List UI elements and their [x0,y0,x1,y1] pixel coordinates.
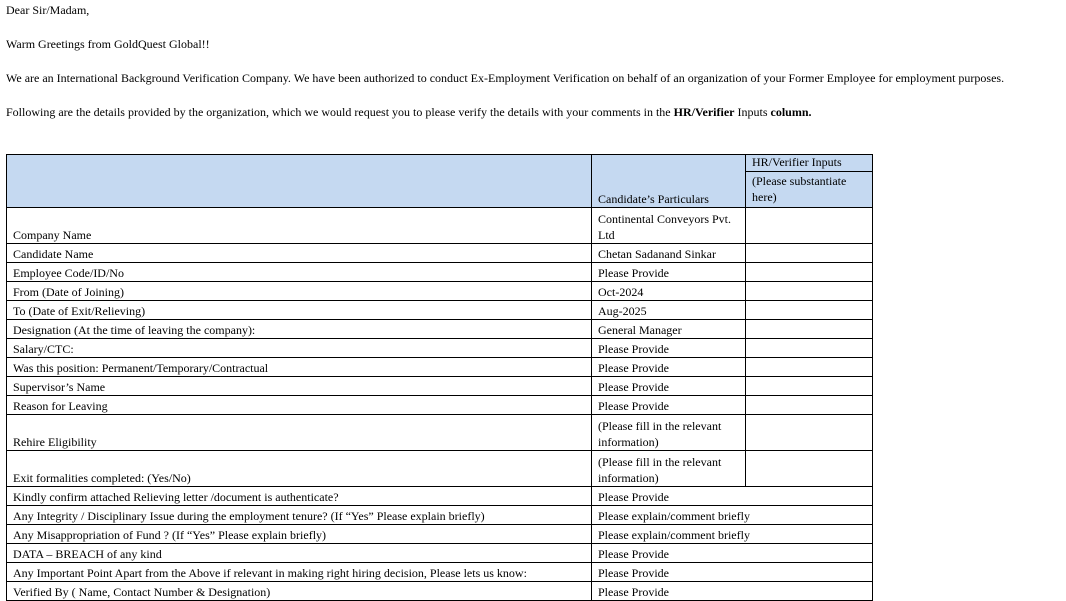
row-label: Any Integrity / Disciplinary Issue during the employment tenure? (If “Yes” Please explain briefly) [7,506,592,525]
table-row [7,263,873,282]
row-value: (Please fill in the relevant information) [592,451,746,487]
table-row [7,544,873,563]
row-label: Rehire Eligibility [7,415,592,451]
hr-input-cell[interactable] [746,320,873,339]
row-value: Please explain/comment briefly [592,525,873,544]
row-value: (Please fill in the relevant information) [592,415,746,451]
instructions-text: Following are the details provided by the organization, which we would request you to please verify the details with your comments in the [6,105,674,119]
header-label-cell [7,155,592,208]
hr-input-cell[interactable] [746,377,873,396]
instructions-paragraph [6,104,812,120]
hr-input-cell[interactable] [746,208,873,244]
row-value: Please Provide [592,396,746,415]
table-row [7,358,873,377]
row-label: Was this position: Permanent/Temporary/Contractual [7,358,592,377]
row-label: Reason for Leaving [7,396,592,415]
row-value: Please Provide [592,339,746,358]
row-value: Please Provide [592,377,746,396]
table-row [7,377,873,396]
table-row [7,396,873,415]
table-row [7,582,873,601]
row-value: Aug-2025 [592,301,746,320]
row-value: Please explain/comment briefly [592,506,873,525]
row-label: Candidate Name [7,244,592,263]
instructions-inputs-text: Inputs [734,105,771,119]
row-value: Continental Conveyors Pvt. Ltd [592,208,746,244]
verification-table [6,154,873,601]
row-value: Please Provide [592,263,746,282]
header-hr-inputs [746,155,873,208]
row-value: Please Provide [592,582,873,601]
table-row [7,320,873,339]
table-header-row [7,155,873,208]
table-row [7,525,873,544]
table-row [7,282,873,301]
row-label: Employee Code/ID/No [7,263,592,282]
table-row [7,415,873,451]
table-row [7,506,873,525]
hr-input-cell[interactable] [746,339,873,358]
row-label: DATA – BREACH of any kind [7,544,592,563]
hr-input-cell[interactable] [746,282,873,301]
header-particulars: Candidate’s Particulars [592,155,746,208]
row-value: Please Provide [592,544,873,563]
row-value: Please Provide [592,358,746,377]
row-label: To (Date of Exit/Relieving) [7,301,592,320]
hr-input-cell[interactable] [746,244,873,263]
row-label: Any Important Point Apart from the Above if relevant in making right hiring decision, Please lets us know: [7,563,592,582]
row-label: Designation (At the time of leaving the company): [7,320,592,339]
row-label: Supervisor’s Name [7,377,592,396]
row-value: Chetan Sadanand Sinkar [592,244,746,263]
row-label: Company Name [7,208,592,244]
row-value: Please Provide [592,563,873,582]
row-label: Exit formalities completed: (Yes/No) [7,451,592,487]
hr-input-cell[interactable] [746,451,873,487]
hr-input-cell[interactable] [746,263,873,282]
header-hr-subtitle: (Please substantiate here) [752,174,847,204]
table-row [7,301,873,320]
row-value: Please Provide [592,487,873,506]
instructions-bold-hr: HR/Verifier [673,105,735,119]
table-row [7,451,873,487]
table-row [7,244,873,263]
row-value: Oct-2024 [592,282,746,301]
hr-input-cell[interactable] [746,396,873,415]
greeting-line: Dear Sir/Madam, [6,3,90,17]
intro-paragraph: We are an International Background Verification Company. We have been authorized to conduct Ex-Employment Verification on behalf of an organization of your Former Employee for employment purposes. [6,71,1005,85]
row-label: Verified By ( Name, Contact Number & Designation) [7,582,592,601]
table-row [7,208,873,244]
row-value: General Manager [592,320,746,339]
row-label: Any Misappropriation of Fund ? (If “Yes” Please explain briefly) [7,525,592,544]
hr-input-cell[interactable] [746,301,873,320]
table-row [7,487,873,506]
hr-input-cell[interactable] [746,358,873,377]
table-row [7,339,873,358]
row-label: From (Date of Joining) [7,282,592,301]
header-hr-title: HR/Verifier Inputs [746,155,872,173]
instructions-bold-column: column. [770,105,812,119]
table-row [7,563,873,582]
hr-input-cell[interactable] [746,415,873,451]
warm-greetings-line: Warm Greetings from GoldQuest Global!! [6,37,210,51]
row-label: Kindly confirm attached Relieving letter /document is authenticate? [7,487,592,506]
row-label: Salary/CTC: [7,339,592,358]
